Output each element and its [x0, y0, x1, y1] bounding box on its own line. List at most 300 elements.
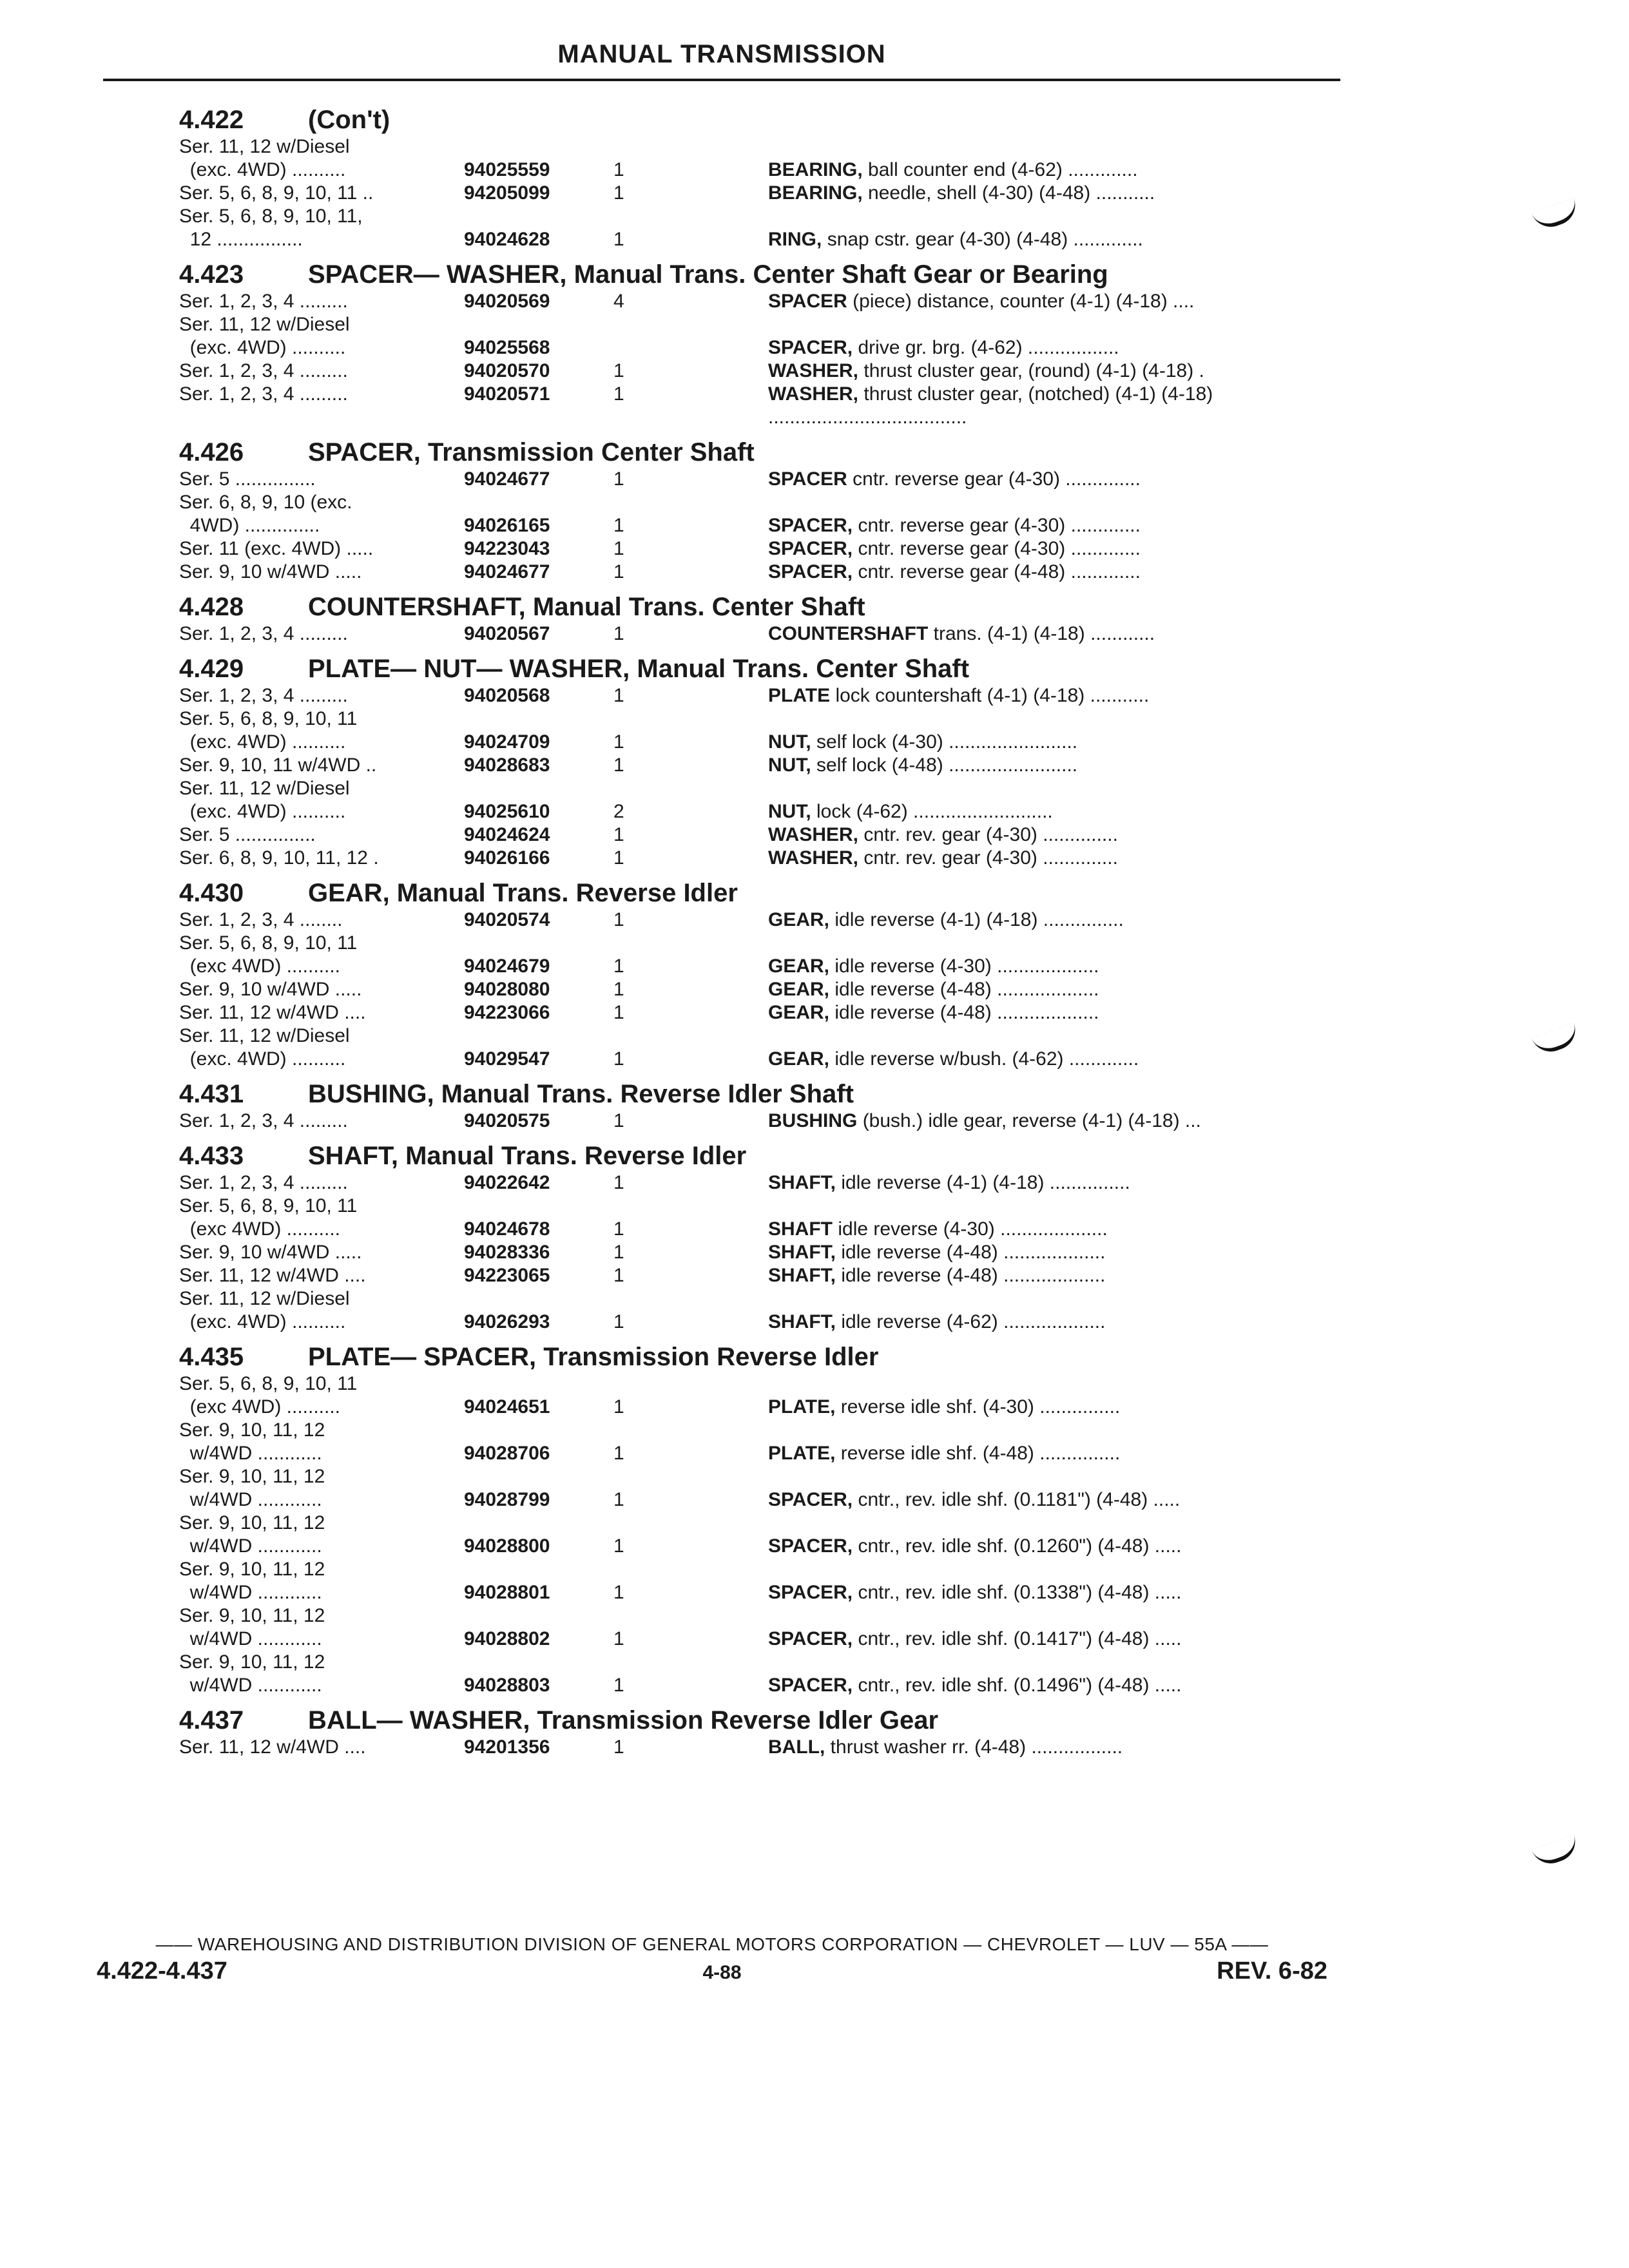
quantity: 1	[613, 956, 624, 977]
part-description	[768, 1171, 1326, 1195]
serial-line: (exc. 4WD) ..........	[179, 801, 346, 822]
serial-applicability	[179, 1604, 464, 1651]
part-description	[768, 1372, 1326, 1419]
section-number: 4.433	[179, 1142, 244, 1170]
part-name: WASHER,	[768, 383, 859, 405]
section-number: 4.431	[179, 1080, 244, 1108]
section-4-426	[179, 429, 1326, 584]
part-name: BALL,	[768, 1736, 825, 1758]
serial-applicability	[179, 1651, 464, 1697]
page-footer	[97, 1934, 1327, 1985]
part-detail: cntr., rev. idle shf. (0.1181") (4-48) .....	[858, 1489, 1181, 1510]
serial-line: 12 ................	[179, 229, 303, 250]
part-row	[179, 978, 1326, 1001]
part-description	[768, 684, 1326, 707]
quantity: 1	[613, 1736, 624, 1758]
serial-line: Ser. 5, 6, 8, 9, 10, 11	[179, 708, 358, 729]
part-number: 94020571	[464, 383, 550, 405]
serial-applicability	[179, 135, 464, 182]
serial-line: Ser. 9, 10, 11, 12	[179, 1559, 325, 1580]
part-row	[179, 1558, 1326, 1604]
quantity: 1	[613, 1002, 624, 1023]
serial-line: (exc 4WD) ..........	[179, 1218, 341, 1240]
quantity: 1	[613, 1172, 624, 1193]
serial-applicability	[179, 491, 464, 537]
serial-applicability	[179, 777, 464, 823]
part-number: 94022642	[464, 1172, 550, 1193]
part-detail: cntr., rev. idle shf. (0.1260") (4-48) .....	[858, 1535, 1182, 1557]
serial-line: Ser. 6, 8, 9, 10 (exc.	[179, 492, 352, 513]
part-description	[768, 205, 1326, 251]
serial-applicability	[179, 468, 464, 491]
serial-line: w/4WD ............	[179, 1443, 322, 1464]
part-name: SPACER,	[768, 515, 853, 536]
part-number: 94020575	[464, 1110, 550, 1131]
part-number: 94025610	[464, 801, 550, 822]
part-description	[768, 491, 1326, 537]
part-description	[768, 1465, 1326, 1512]
part-detail: cntr. reverse gear (4-30) .............	[858, 538, 1141, 559]
section-title: PLATE— NUT— WASHER, Manual Trans. Center Shaft	[308, 655, 970, 683]
section-number: 4.429	[179, 655, 244, 683]
quantity: 1	[613, 1628, 624, 1649]
part-row	[179, 1512, 1326, 1558]
section-4-437	[179, 1697, 1326, 1759]
section-heading	[179, 646, 1326, 684]
footer-publisher: —— WAREHOUSING AND DISTRIBUTION DIVISION OF GENERAL MOTORS CORPORATION — CHEVROLET — LUV — 55A ——	[155, 1934, 1269, 1954]
serial-applicability	[179, 1465, 464, 1512]
serial-applicability	[179, 290, 464, 313]
part-description	[768, 290, 1326, 313]
section-number: 4.426	[179, 438, 244, 466]
section-number: 4.430	[179, 879, 244, 907]
part-description	[768, 561, 1326, 584]
serial-line: (exc. 4WD) ..........	[179, 159, 346, 180]
serial-applicability	[179, 205, 464, 251]
serial-line: w/4WD ............	[179, 1582, 322, 1603]
part-row	[179, 823, 1326, 847]
part-row	[179, 135, 1326, 182]
serial-applicability	[179, 561, 464, 584]
part-row	[179, 1736, 1326, 1759]
quantity: 1	[613, 623, 624, 644]
quantity: 1	[613, 515, 624, 536]
serial-line: Ser. 5, 6, 8, 9, 10, 11	[179, 932, 358, 954]
serial-applicability	[179, 360, 464, 383]
serial-line: Ser. 1, 2, 3, 4 .........	[179, 360, 348, 381]
part-number: 94028706	[464, 1443, 550, 1464]
quantity: 1	[613, 731, 624, 753]
part-number: 94024628	[464, 229, 550, 250]
quantity: 1	[613, 754, 624, 776]
section-number: 4.423	[179, 260, 244, 289]
serial-line: Ser. 1, 2, 3, 4 .........	[179, 685, 348, 706]
part-number: 94024677	[464, 561, 550, 582]
part-number: 94024651	[464, 1396, 550, 1418]
section-4-435	[179, 1334, 1326, 1697]
quantity: 1	[613, 1242, 624, 1263]
part-detail: trans. (4-1) (4-18) ............	[933, 623, 1155, 644]
serial-line: (exc. 4WD) ..........	[179, 337, 346, 358]
part-description	[768, 1558, 1326, 1604]
margin-mark	[1532, 1834, 1581, 1869]
part-number: 94028799	[464, 1489, 550, 1510]
section-title: BUSHING, Manual Trans. Reverse Idler Shaft	[308, 1080, 854, 1108]
serial-line: (exc. 4WD) ..........	[179, 1048, 346, 1070]
part-description	[768, 1419, 1326, 1465]
section-heading	[179, 1133, 1326, 1171]
part-detail: idle reverse (4-48) ...................	[834, 1002, 1099, 1023]
part-description	[768, 1024, 1326, 1071]
part-description	[768, 1195, 1326, 1241]
part-description	[768, 777, 1326, 823]
part-detail: idle reverse (4-1) (4-18) ...............	[841, 1172, 1130, 1193]
serial-applicability	[179, 1736, 464, 1759]
serial-line: Ser. 5 ...............	[179, 824, 316, 845]
part-name: NUT,	[768, 754, 811, 776]
part-detail: thrust cluster gear, (round) (4-1) (4-18) .	[863, 360, 1204, 381]
serial-line: Ser. 1, 2, 3, 4 .........	[179, 383, 348, 405]
part-number: 94029547	[464, 1048, 550, 1070]
serial-line: Ser. 11 (exc. 4WD) .....	[179, 538, 374, 559]
serial-line: Ser. 11, 12 w/4WD ....	[179, 1265, 366, 1286]
part-detail: idle reverse (4-1) (4-18) ...............	[834, 909, 1124, 930]
serial-line: (exc 4WD) ..........	[179, 956, 341, 977]
serial-applicability	[179, 1558, 464, 1604]
serial-line: Ser. 9, 10 w/4WD .....	[179, 979, 362, 1000]
serial-applicability	[179, 1001, 464, 1024]
part-name: WASHER,	[768, 824, 859, 845]
part-detail: lock countershaft (4-1) (4-18) ...........	[835, 685, 1150, 706]
section-heading	[179, 584, 1326, 622]
part-detail: snap cstr. gear (4-30) (4-48) .............	[827, 229, 1143, 250]
section-title: SPACER, Transmission Center Shaft	[308, 438, 755, 466]
part-number: 94026166	[464, 847, 550, 869]
serial-line: Ser. 11, 12 w/Diesel	[179, 136, 350, 157]
part-row	[179, 1110, 1326, 1133]
quantity: 1	[613, 229, 624, 250]
quantity: 1	[613, 1396, 624, 1418]
serial-line: Ser. 11, 12 w/Diesel	[179, 1288, 350, 1309]
part-description	[768, 1512, 1326, 1558]
serial-applicability	[179, 684, 464, 707]
quantity: 1	[613, 1535, 624, 1557]
serial-applicability	[179, 908, 464, 932]
part-row	[179, 847, 1326, 870]
part-number: 94028080	[464, 979, 550, 1000]
part-name: SPACER,	[768, 1675, 853, 1696]
margin-mark	[1532, 198, 1581, 233]
part-detail: needle, shell (4-30) (4-48) ...........	[868, 182, 1155, 204]
part-row	[179, 684, 1326, 707]
part-row	[179, 537, 1326, 561]
part-row	[179, 360, 1326, 383]
serial-applicability	[179, 707, 464, 754]
part-row	[179, 1171, 1326, 1195]
section-heading	[179, 1334, 1326, 1372]
part-number: 94028683	[464, 754, 550, 776]
part-number: 94028336	[464, 1242, 550, 1263]
serial-line: w/4WD ............	[179, 1628, 322, 1649]
section-number: 4.422	[179, 106, 244, 134]
section-heading	[179, 1071, 1326, 1110]
serial-applicability	[179, 1241, 464, 1264]
quantity: 1	[613, 1443, 624, 1464]
serial-applicability	[179, 847, 464, 870]
part-row	[179, 1195, 1326, 1241]
part-description	[768, 1264, 1326, 1287]
section-number: 4.435	[179, 1343, 244, 1371]
part-number: 94028802	[464, 1628, 550, 1649]
part-name: WASHER,	[768, 847, 859, 869]
part-detail: ball counter end (4-62) .............	[868, 159, 1138, 180]
serial-line: Ser. 9, 10, 11, 12	[179, 1605, 325, 1626]
part-description	[768, 537, 1326, 561]
part-number: 94028803	[464, 1675, 550, 1696]
serial-applicability	[179, 622, 464, 646]
part-description	[768, 908, 1326, 932]
part-detail: lock (4-62) ..........................	[816, 801, 1053, 822]
serial-line: w/4WD ............	[179, 1489, 322, 1510]
serial-line: Ser. 5, 6, 8, 9, 10, 11	[179, 1373, 358, 1394]
serial-line: Ser. 11, 12 w/Diesel	[179, 778, 350, 799]
part-detail: cntr., rev. idle shf. (0.1496") (4-48) .....	[858, 1675, 1182, 1696]
page-header: MANUAL TRANSMISSION	[557, 40, 886, 68]
part-row	[179, 1264, 1326, 1287]
part-detail: idle reverse (4-30) ....................	[838, 1218, 1108, 1240]
section-4-430	[179, 870, 1326, 1071]
section-heading	[179, 429, 1326, 468]
part-detail: cntr., rev. idle shf. (0.1417") (4-48) .....	[858, 1628, 1182, 1649]
part-row	[179, 1604, 1326, 1651]
part-number: 94024678	[464, 1218, 550, 1240]
part-detail: idle reverse (4-48) ...................	[841, 1265, 1106, 1286]
quantity: 1	[613, 561, 624, 582]
serial-applicability	[179, 537, 464, 561]
serial-line: Ser. 1, 2, 3, 4 .........	[179, 1172, 348, 1193]
part-description	[768, 1110, 1326, 1133]
section-number: 4.437	[179, 1706, 244, 1735]
serial-line: (exc. 4WD) ..........	[179, 731, 346, 753]
parts-listing	[179, 97, 1326, 1759]
section-4-433	[179, 1133, 1326, 1334]
part-name: SHAFT,	[768, 1172, 836, 1193]
serial-applicability	[179, 1287, 464, 1334]
part-row	[179, 1024, 1326, 1071]
quantity: 1	[613, 538, 624, 559]
serial-line: Ser. 1, 2, 3, 4 .........	[179, 1110, 348, 1131]
part-row	[179, 1372, 1326, 1419]
part-number: 94223043	[464, 538, 550, 559]
part-name: SHAFT	[768, 1218, 833, 1240]
part-number: 94025568	[464, 337, 550, 358]
part-description	[768, 1001, 1326, 1024]
quantity: 1	[613, 468, 624, 490]
serial-line: Ser. 9, 10 w/4WD .....	[179, 561, 362, 582]
section-title: SPACER— WASHER, Manual Trans. Center Shaft Gear or Bearing	[308, 260, 1108, 289]
part-row	[179, 290, 1326, 313]
part-row	[179, 205, 1326, 251]
part-name: COUNTERSHAFT	[768, 623, 929, 644]
part-name: PLATE,	[768, 1396, 836, 1418]
part-row	[179, 707, 1326, 754]
part-number: 94026293	[464, 1311, 550, 1332]
quantity: 1	[613, 1265, 624, 1286]
quantity: 1	[613, 182, 624, 204]
part-name: SPACER,	[768, 1628, 853, 1649]
quantity: 1	[613, 979, 624, 1000]
part-name: GEAR,	[768, 909, 830, 930]
part-name: SHAFT,	[768, 1311, 836, 1332]
part-detail: idle reverse w/bush. (4-62) .............	[834, 1048, 1139, 1070]
part-number: 94024709	[464, 731, 550, 753]
section-heading	[179, 251, 1326, 290]
part-number: 94223065	[464, 1265, 550, 1286]
quantity: 1	[613, 159, 624, 180]
part-description	[768, 823, 1326, 847]
serial-line: Ser. 5, 6, 8, 9, 10, 11,	[179, 206, 363, 227]
part-row	[179, 932, 1326, 978]
quantity: 2	[613, 801, 624, 822]
serial-line: Ser. 1, 2, 3, 4 .........	[179, 291, 348, 312]
part-name: SPACER,	[768, 1582, 853, 1603]
quantity: 4	[613, 291, 624, 312]
serial-line: Ser. 9, 10, 11, 12	[179, 1651, 325, 1673]
header-rule	[103, 79, 1340, 81]
part-number: 94024624	[464, 824, 550, 845]
part-detail: cntr. reverse gear (4-48) .............	[858, 561, 1141, 582]
section-4-428	[179, 584, 1326, 646]
serial-line: Ser. 11, 12 w/4WD ....	[179, 1002, 366, 1023]
serial-applicability	[179, 978, 464, 1001]
serial-line: 4WD) ..............	[179, 515, 320, 536]
section-title: PLATE— SPACER, Transmission Reverse Idler	[308, 1343, 879, 1371]
section-4-429	[179, 646, 1326, 870]
footer-section-range: 4.422-4.437	[97, 1957, 227, 1984]
serial-line: Ser. 1, 2, 3, 4 .........	[179, 623, 348, 644]
section-number: 4.428	[179, 593, 244, 621]
serial-line: Ser. 5, 6, 8, 9, 10, 11 ..	[179, 182, 374, 204]
part-detail: drive gr. brg. (4-62) .................	[858, 337, 1119, 358]
part-description	[768, 313, 1326, 360]
serial-applicability	[179, 313, 464, 360]
serial-line: (exc. 4WD) ..........	[179, 1311, 346, 1332]
serial-line: Ser. 5 ...............	[179, 468, 316, 490]
part-row	[179, 383, 1326, 429]
serial-applicability	[179, 1372, 464, 1419]
serial-line: Ser. 5, 6, 8, 9, 10, 11	[179, 1195, 358, 1216]
part-number: 94020574	[464, 909, 550, 930]
part-number: 94205099	[464, 182, 550, 204]
section-heading	[179, 1697, 1326, 1736]
part-detail: idle reverse (4-30) ...................	[834, 956, 1099, 977]
footer-page-number: 4-88	[702, 1962, 742, 1983]
part-detail: idle reverse (4-48) ...................	[834, 979, 1099, 1000]
part-number: 94028801	[464, 1582, 550, 1603]
part-number: 94020568	[464, 685, 550, 706]
part-detail: thrust washer rr. (4-48) .................	[830, 1736, 1123, 1758]
serial-applicability	[179, 383, 464, 429]
part-description	[768, 360, 1326, 383]
part-name: BEARING,	[768, 182, 863, 204]
part-description	[768, 1736, 1326, 1759]
part-description	[768, 1287, 1326, 1334]
serial-applicability	[179, 1110, 464, 1133]
quantity: 1	[613, 360, 624, 381]
part-detail: reverse idle shf. (4-30) ...............	[840, 1396, 1121, 1418]
part-row	[179, 561, 1326, 584]
serial-applicability	[179, 1024, 464, 1071]
part-row	[179, 491, 1326, 537]
serial-applicability	[179, 754, 464, 777]
part-description	[768, 383, 1326, 429]
section-title: SHAFT, Manual Trans. Reverse Idler	[308, 1142, 747, 1170]
part-name: NUT,	[768, 731, 811, 753]
serial-line: w/4WD ............	[179, 1535, 322, 1557]
serial-applicability	[179, 1171, 464, 1195]
serial-applicability	[179, 1512, 464, 1558]
serial-line: (exc 4WD) ..........	[179, 1396, 341, 1418]
serial-applicability	[179, 1264, 464, 1287]
part-description	[768, 1241, 1326, 1264]
part-name: NUT,	[768, 801, 811, 822]
quantity: 1	[613, 1218, 624, 1240]
part-detail: cntr., rev. idle shf. (0.1338") (4-48) .....	[858, 1582, 1182, 1603]
part-row	[179, 182, 1326, 205]
part-detail: reverse idle shf. (4-48) ...............	[840, 1443, 1121, 1464]
part-name: BUSHING	[768, 1110, 858, 1131]
part-description	[768, 182, 1326, 205]
footer-revision: REV. 6-82	[1217, 1957, 1327, 1984]
section-4-422	[179, 97, 1326, 251]
part-description	[768, 1651, 1326, 1697]
part-detail: (bush.) idle gear, reverse (4-1) (4-18) ...	[862, 1110, 1201, 1131]
part-name: SPACER,	[768, 337, 853, 358]
quantity: 1	[613, 824, 624, 845]
quantity: 1	[613, 1048, 624, 1070]
part-row	[179, 468, 1326, 491]
serial-line: Ser. 6, 8, 9, 10, 11, 12 .	[179, 847, 379, 869]
serial-line: Ser. 11, 12 w/Diesel	[179, 314, 350, 335]
part-row	[179, 1419, 1326, 1465]
part-description	[768, 932, 1326, 978]
part-number: 94028800	[464, 1535, 550, 1557]
serial-line: w/4WD ............	[179, 1675, 322, 1696]
part-number: 94025559	[464, 159, 550, 180]
part-detail: self lock (4-48) ........................	[816, 754, 1078, 776]
part-name: GEAR,	[768, 979, 830, 1000]
quantity: 1	[613, 1582, 624, 1603]
serial-line: Ser. 1, 2, 3, 4 ........	[179, 909, 343, 930]
quantity: 1	[613, 1489, 624, 1510]
quantity: 1	[613, 1311, 624, 1332]
serial-line: Ser. 11, 12 w/4WD ....	[179, 1736, 366, 1758]
part-description	[768, 847, 1326, 870]
quantity: 1	[613, 1675, 624, 1696]
section-heading	[179, 870, 1326, 908]
part-detail: self lock (4-30) ........................	[816, 731, 1078, 753]
part-detail: idle reverse (4-62) ...................	[841, 1311, 1106, 1332]
part-row	[179, 313, 1326, 360]
part-name: BEARING,	[768, 159, 863, 180]
part-number: 94223066	[464, 1002, 550, 1023]
serial-applicability	[179, 823, 464, 847]
section-4-431	[179, 1071, 1326, 1133]
part-name: GEAR,	[768, 1002, 830, 1023]
serial-line: Ser. 9, 10, 11, 12	[179, 1419, 325, 1441]
part-row	[179, 754, 1326, 777]
part-description	[768, 707, 1326, 754]
